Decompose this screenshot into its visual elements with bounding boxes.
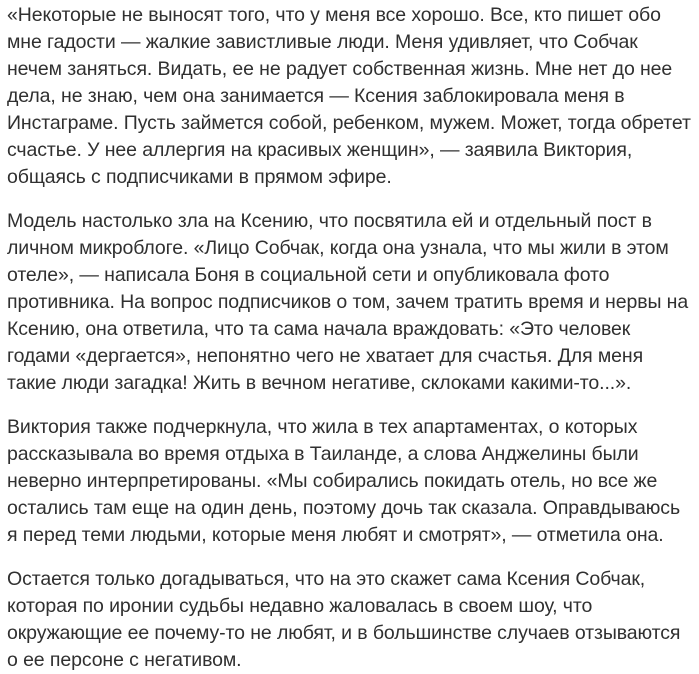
article-paragraph: Виктория также подчеркнула, что жила в тех апартаментах, о которых рассказывала во время отдыха в Таиланде, а слова Анджелины были неверно интерпретированы. «Мы собирались покидать отель, но все же остались там еще на один день, поэтому дочь так сказала. Оправдываюсь я перед теми людьми, которые меня любят и смотрят», — отметила она. bbox=[7, 416, 681, 546]
article-paragraph: Остается только догадываться, что на это скажет сама Ксения Собчак, которая по иронии судьбы недавно жаловалась в своем шоу, что окружающие ее почему-то не любят, и в большинстве случаев отзываются о ее персоне с негативом. bbox=[7, 568, 681, 671]
article-paragraph: «Некоторые не выносят того, что у меня все хорошо. Все, кто пишет обо мне гадости — жалкие завистливые люди. Меня удивляет, что Собчак нечем заняться. Видать, ее не радует собственная жизнь. Мне нет до нее дела, не знаю, чем она занимается — Ксения заблокировала меня в Инстаграме. Пусть займется собой, ребенком, мужем. Может, тогда обретет счастье. У нее аллергия на красивых женщин», — заявила Виктория, общаясь с подписчиками в прямом эфире. bbox=[7, 4, 691, 188]
article-paragraph: Модель настолько зла на Ксению, что посвятила ей и отдельный пост в личном микроблоге. «Лицо Собчак, когда она узнала, что мы жили в этом отеле», — написала Боня в социальной сети и опубликовала фото противника. На вопрос подписчиков о том, зачем тратить время и нервы на Ксению, она ответила, что та сама начала враждовать: «Это человек годами «дергается», непонятно чего не хватает для счастья. Для меня такие люди загадка! Жить в вечном негативе, склоками какими-то...». bbox=[7, 210, 689, 394]
